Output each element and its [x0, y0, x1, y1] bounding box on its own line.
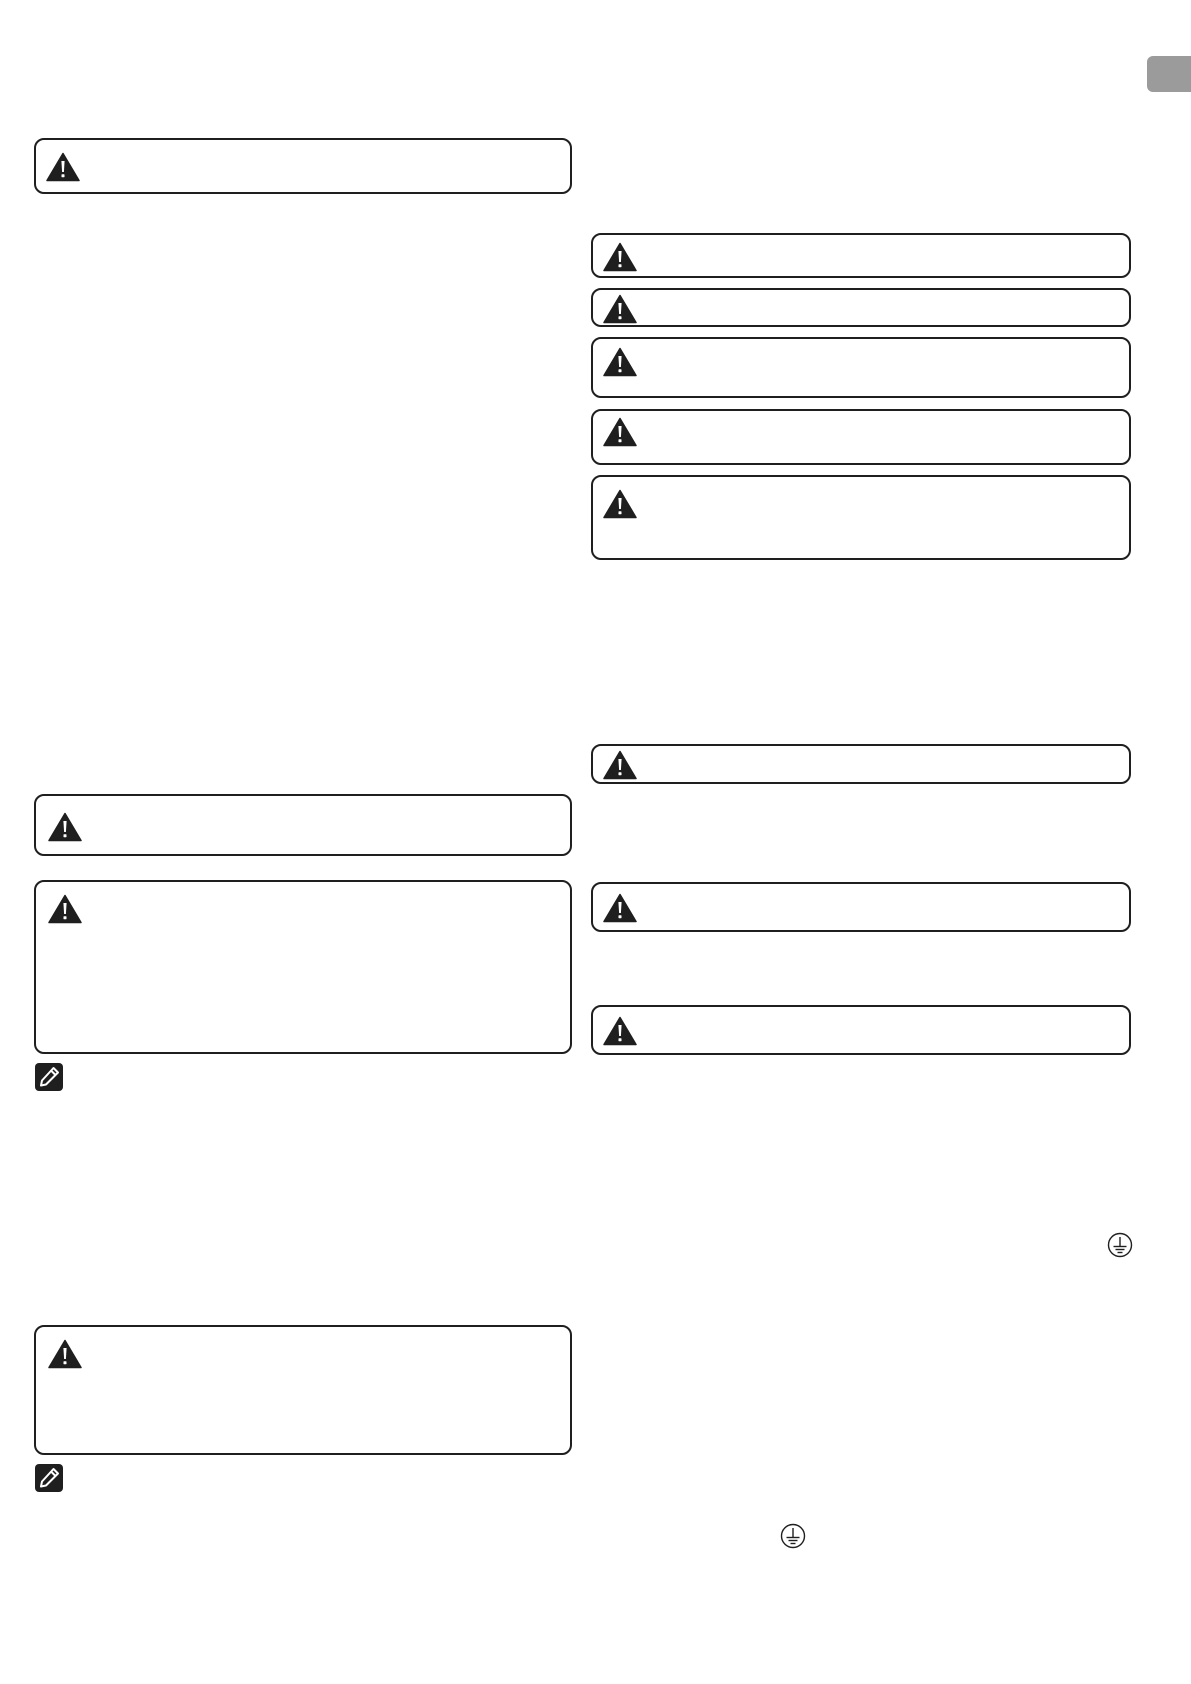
warning-box	[591, 1005, 1131, 1055]
warning-box	[34, 880, 572, 1054]
warning-triangle-icon	[603, 294, 637, 324]
warning-box	[591, 337, 1131, 398]
warning-box	[591, 475, 1131, 560]
warning-triangle-icon	[603, 893, 637, 923]
warning-triangle-icon	[48, 812, 82, 842]
right-column	[580, 0, 1191, 1684]
warning-triangle-icon	[603, 417, 637, 447]
left-column	[0, 0, 580, 1684]
warning-box	[591, 744, 1131, 784]
warning-box	[591, 288, 1131, 327]
warning-box	[591, 882, 1131, 932]
warning-triangle-icon	[48, 894, 82, 924]
protective-earth-icon	[1107, 1232, 1133, 1258]
warning-triangle-icon	[46, 152, 80, 182]
warning-triangle-icon	[603, 489, 637, 519]
warning-box	[34, 794, 572, 856]
warning-box	[591, 409, 1131, 465]
warning-box	[34, 1325, 572, 1455]
warning-triangle-icon	[603, 242, 637, 272]
warning-box	[34, 138, 572, 194]
warning-triangle-icon	[48, 1339, 82, 1369]
protective-earth-icon	[780, 1523, 806, 1549]
pencil-note-icon	[35, 1464, 63, 1492]
warning-triangle-icon	[603, 750, 637, 780]
warning-triangle-icon	[603, 347, 637, 377]
pencil-note-icon	[35, 1063, 63, 1091]
warning-box	[591, 233, 1131, 278]
warning-triangle-icon	[603, 1016, 637, 1046]
